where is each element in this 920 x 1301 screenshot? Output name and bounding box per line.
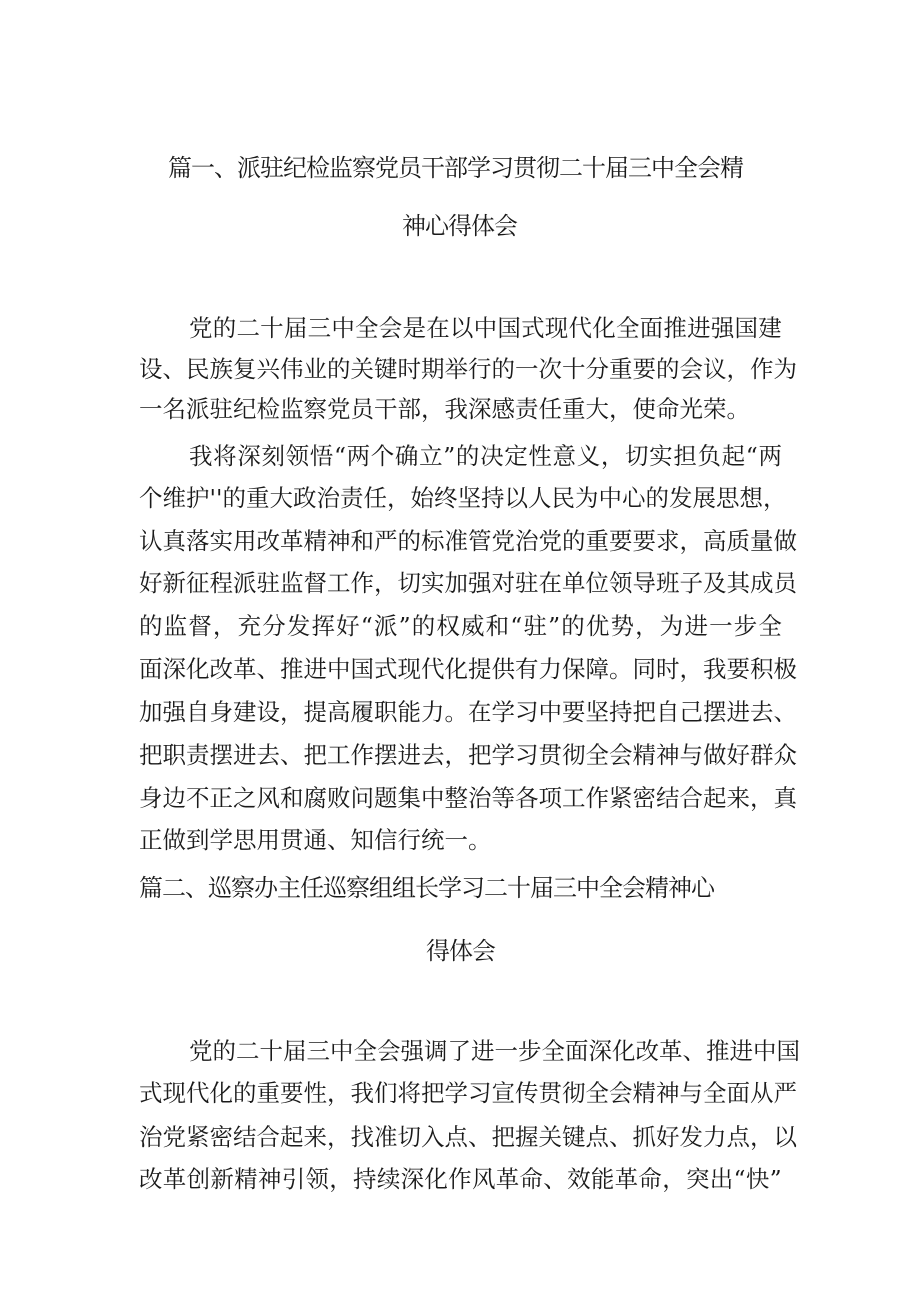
section-1-paragraph-2-line-4: 好 新 征 程 派 驻 监 督 工 作 ， 切 实 加 强 对 驻 在 单 位 领 导 班 子 及 其 成 员 <box>139 569 797 597</box>
section-1-paragraph-2-line-7: 加 强 自 身 建 设 ， 提 高 履 职 能 力 。 在 学 习 中 要 坚 持 把 自 己 摆 进 去 、 <box>139 698 797 726</box>
section-1-paragraph-2-line-6: 面 深 化 改 革 、 推 进 中 国 式 现 代 化 提 供 有 力 保 障 。 同 时 ， 我 要 积 极 <box>139 655 797 683</box>
section-1-paragraph-1-line-3: 一名派驻纪检监察党员干部，我深感责任重大，使命光荣。 <box>139 395 750 423</box>
section-2-title-line-2: 得体会 <box>426 937 495 965</box>
section-1-paragraph-2-line-8: 把 职 责 摆 进 去 、 把 工 作 摆 进 去 ， 把 学 习 贯 彻 全 会 精 神 与 做 好 群 众 <box>139 741 797 769</box>
section-2-paragraph-1-line-3: 治 党 紧 密 结 合 起 来 ， 找 准 切 入 点 、 把 握 关 键 点 、 抓 好 发 力 点 ， 以 <box>139 1123 797 1151</box>
section-1-paragraph-2-line-2: 个 维 护 ' ' 的 重 大 政 治 责 任 ， 始 终 坚 持 以 人 民 为 中 心 的 发 展 思 想 ， <box>139 484 787 512</box>
section-2-paragraph-1-line-2: 式 现 代 化 的 重 要 性 ， 我 们 将 把 学 习 宣 传 贯 彻 全 会 精 神 与 全 面 从 严 <box>139 1079 797 1107</box>
section-2-title-line-1: 篇二、巡察办主任巡察组组长学习二十届三中全会精神心 <box>139 874 714 902</box>
section-1-paragraph-1-line-1: 党 的 二 十 届 三 中 全 会 是 在 以 中 国 式 现 代 化 全 面 推 进 强 国 建 <box>189 314 782 342</box>
section-1-paragraph-2-line-9: 身 边 不 正 之 风 和 腐 败 问 题 集 中 整 治 等 各 项 工 作 紧 密 结 合 起 来 ， 真 <box>139 784 797 812</box>
section-1-title-line-1: 篇一、派驻纪检监察党员干部学习贯彻二十届三中全会精 <box>168 154 743 182</box>
section-1-paragraph-1-line-2: 设 、 民 族 复 兴 伟 业 的 关 键 时 期 举 行 的 一 次 十 分 重 要 的 会 议 ， 作 为 <box>139 355 797 383</box>
section-1-paragraph-2-line-5: 的 监 督 ， 充 分 发 挥 好 “ 派 ” 的 权 威 和 “ 驻 ” 的 优 势 ， 为 进 一 步 全 <box>139 612 782 640</box>
section-1-title-line-2: 神心得体会 <box>402 212 517 240</box>
section-1-paragraph-2-line-1: 我 将 深 刻 领 悟 “ 两 个 确 立 ” 的 决 定 性 意 义 ， 切 实 担 负 起 “ 两 <box>189 442 782 470</box>
section-1-paragraph-2-line-10: 正做到学思用贯通、知信行统一。 <box>139 826 492 854</box>
section-1-paragraph-2-line-3: 认 真 落 实 用 改 革 精 神 和 严 的 标 准 管 党 治 党 的 重 要 要 求 ， 高 质 量 做 <box>139 527 797 555</box>
section-2-paragraph-1-line-4: 改 革 创 新 精 神 引 领 ， 持 续 深 化 作 风 革 命 、 效 能 革 命 ， 突 出 “ 快 ” <box>139 1165 782 1193</box>
section-2-paragraph-1-line-1: 党 的 二 十 届 三 中 全 会 强 调 了 进 一 步 全 面 深 化 改 革 、 推 进 中 国 <box>189 1037 800 1065</box>
